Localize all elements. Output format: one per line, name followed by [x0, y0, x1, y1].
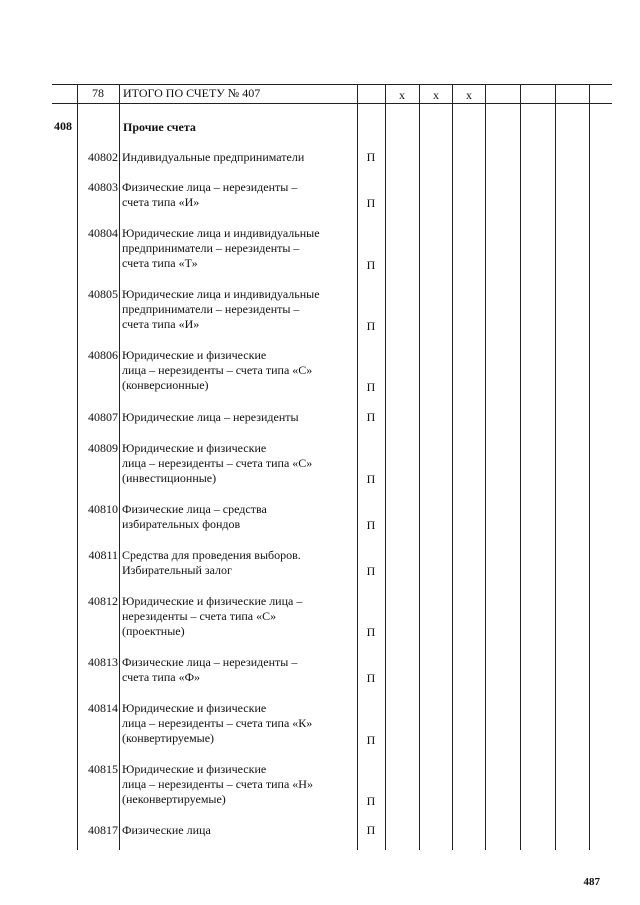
account-type: П — [366, 823, 376, 837]
account-type: П — [366, 472, 376, 486]
account-name: Физические лица — [122, 823, 211, 837]
account-code: 40817 — [88, 823, 118, 837]
account-code: 40807 — [88, 410, 118, 424]
col-line-6 — [452, 84, 453, 850]
account-type: П — [366, 319, 376, 333]
account-name: Физические лица – нерезиденты – счета типа «И» — [122, 180, 298, 209]
account-code: 40804 — [88, 226, 118, 240]
account-name: Юридические и физические лица – нерезиденты – счета типа «К» (конвертируемые) — [122, 701, 313, 745]
account-name: Физические лица – нерезиденты – счета типа «Ф» — [122, 655, 298, 684]
col-line-7 — [485, 84, 486, 850]
account-code: 40803 — [88, 180, 118, 194]
header-mark-1: x — [399, 88, 405, 102]
account-type: П — [366, 410, 376, 424]
account-name: Физические лица – средства избирательных фондов — [122, 502, 267, 531]
account-code: 40809 — [88, 441, 118, 455]
account-code: 40805 — [88, 287, 118, 301]
col-line-9 — [555, 84, 556, 850]
account-name: Юридические и физические лица – нерезиденты – счета типа «С» (проектные) — [122, 594, 303, 638]
account-type: П — [366, 258, 376, 272]
account-name: Юридические и физические лица – нерезиденты – счета типа «С» (инвестиционные) — [122, 441, 313, 485]
account-type: П — [366, 518, 376, 532]
col-line-1 — [77, 84, 78, 850]
table-top-border — [52, 84, 612, 85]
account-type: П — [366, 671, 376, 685]
col-line-4 — [385, 84, 386, 850]
section-title: Прочие счета — [123, 120, 196, 134]
account-type: П — [366, 564, 376, 578]
header-row-name: ИТОГО ПО СЧЕТУ № 407 — [123, 86, 261, 100]
account-type: П — [366, 380, 376, 394]
account-type: П — [366, 196, 376, 210]
account-code: 40813 — [88, 655, 118, 669]
account-name: Юридические и физические лица – нерезиденты – счета типа «Н» (неконвертируемые) — [122, 762, 313, 806]
account-type: П — [366, 794, 376, 808]
header-row-bottom-border — [52, 103, 612, 104]
account-code: 40814 — [88, 701, 118, 715]
account-code: 40802 — [88, 150, 118, 164]
account-type: П — [366, 625, 376, 639]
account-name: Юридические и физические лица – нерезиденты – счета типа «С» (конверсионные) — [122, 348, 313, 392]
col-line-8 — [520, 84, 521, 850]
col-line-5 — [419, 84, 420, 850]
section-code: 408 — [54, 119, 72, 133]
account-name: Юридические лица и индивидуальные предприниматели – нерезиденты – счета типа «И» — [122, 287, 320, 331]
account-code: 40811 — [88, 548, 118, 562]
header-mark-2: x — [433, 88, 439, 102]
account-name: Юридические лица и индивидуальные предприниматели – нерезиденты – счета типа «Т» — [122, 226, 320, 270]
account-name: Средства для проведения выборов. Избирательный залог — [122, 548, 301, 577]
col-line-2 — [119, 84, 120, 850]
account-code: 40806 — [88, 348, 118, 362]
account-name: Юридические лица – нерезиденты — [122, 410, 299, 424]
account-code: 40815 — [88, 762, 118, 776]
header-row-number: 78 — [92, 86, 104, 100]
account-code: 40812 — [88, 594, 118, 608]
account-code: 40810 — [88, 502, 118, 516]
page-number: 487 — [583, 876, 600, 888]
header-mark-3: x — [466, 88, 472, 102]
account-type: П — [366, 150, 376, 164]
col-line-10 — [589, 84, 590, 850]
account-type: П — [366, 733, 376, 747]
account-name: Индивидуальные предприниматели — [122, 150, 305, 164]
